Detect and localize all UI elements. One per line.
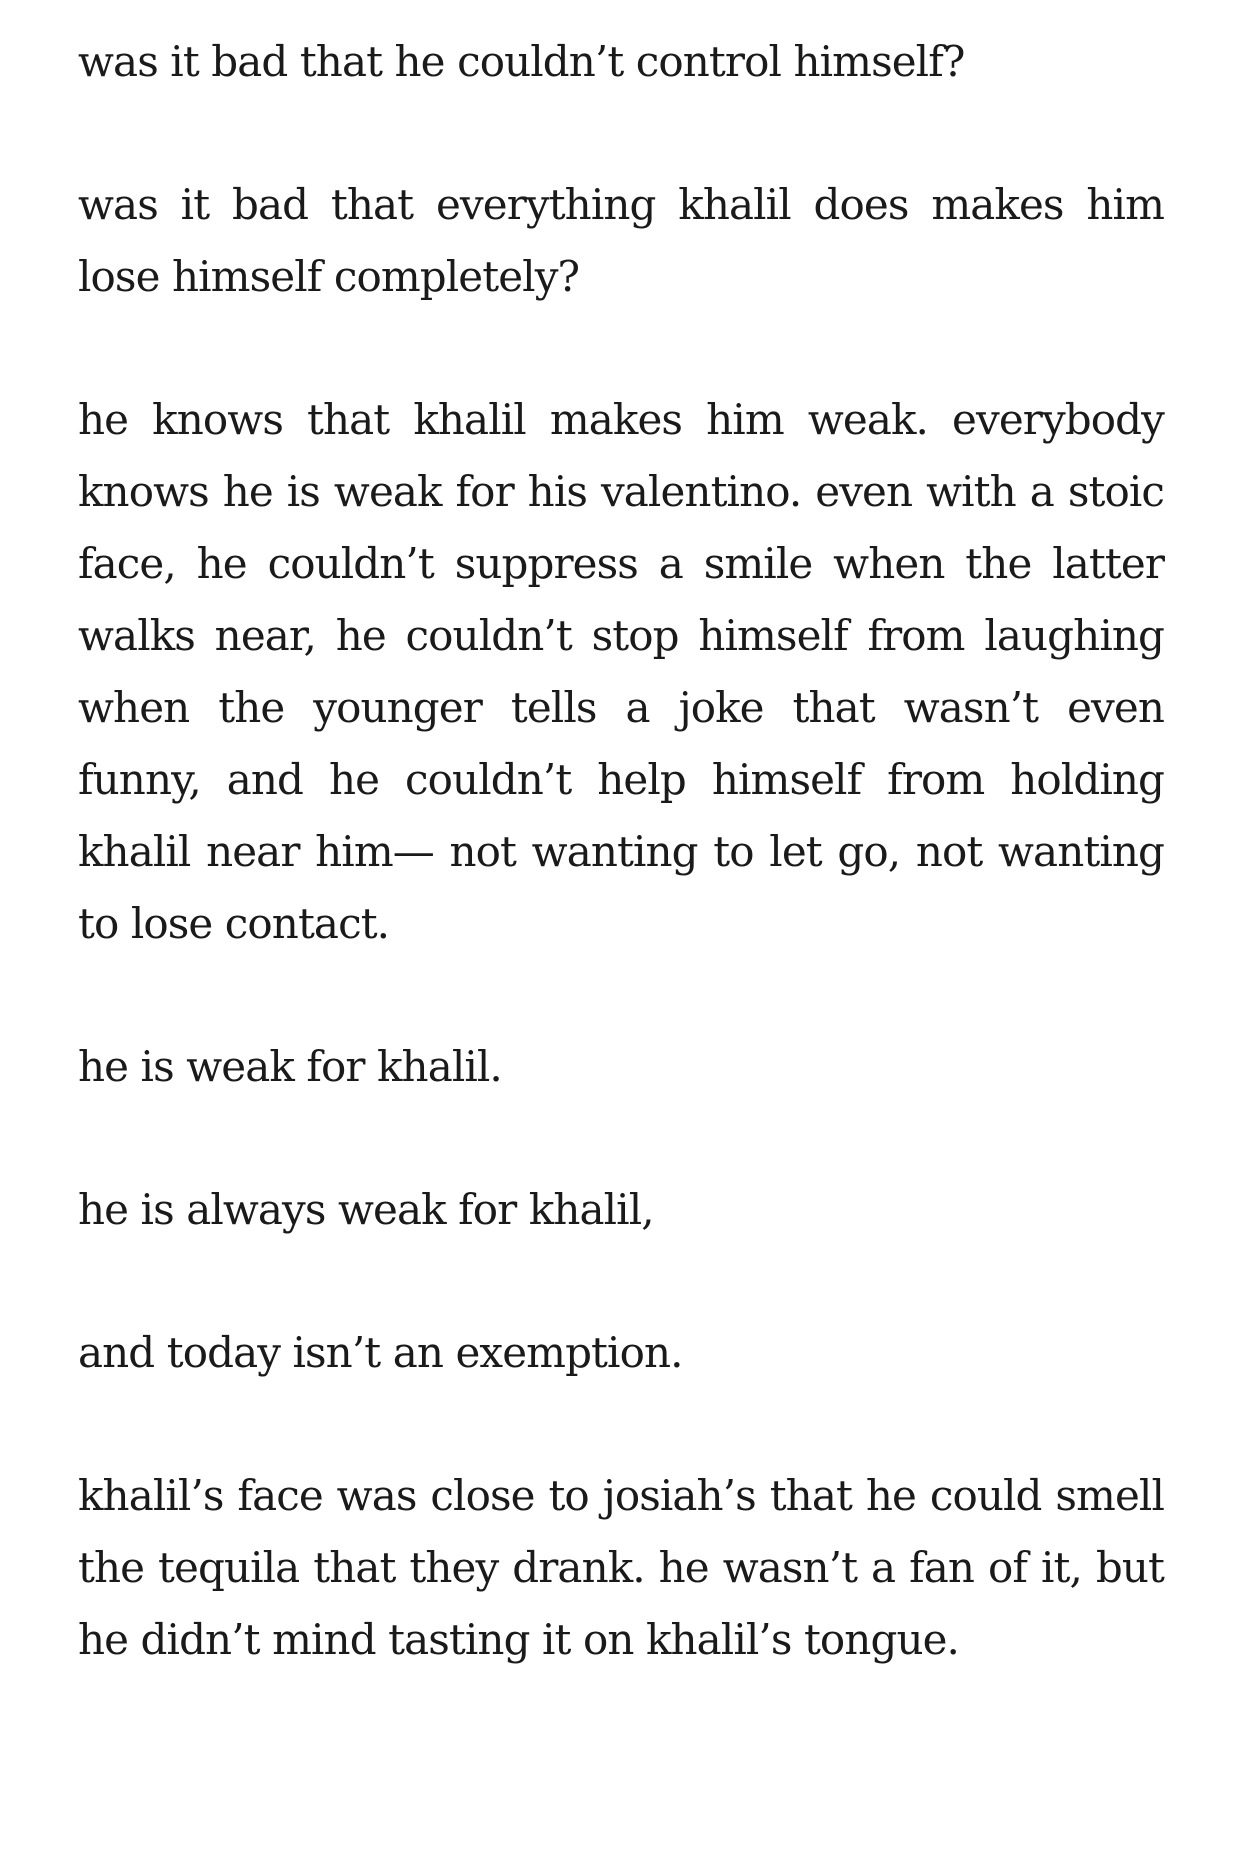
paragraph-7: khalil’s face was close to josiah’s that he could smell the tequila that they drank. he wasn’t a fan of it, but he didn’t mind tasting it on khalil’s tongue.: [78, 1471, 1164, 1664]
paragraph-2: was it bad that everything khalil does makes him lose himself completely?: [78, 180, 1164, 301]
paragraph-1: was it bad that he couldn’t control himself?: [78, 37, 965, 86]
paragraph-6: and today isn’t an exemption.: [78, 1328, 683, 1377]
paragraph-5: he is always weak for khalil,: [78, 1185, 654, 1234]
paragraph-3: he knows that khalil makes him weak. everybody knows he is weak for his valentino. even with a stoic face, he couldn’t suppress a smile when the latter walks near, he couldn’t stop himself from laughing when the younger tells a joke that wasn’t even funny, and he couldn’t help himself from holding khalil near him— not wanting to let go, not wanting to lose contact.: [78, 395, 1164, 948]
paragraph-4: he is weak for khalil.: [78, 1042, 502, 1091]
